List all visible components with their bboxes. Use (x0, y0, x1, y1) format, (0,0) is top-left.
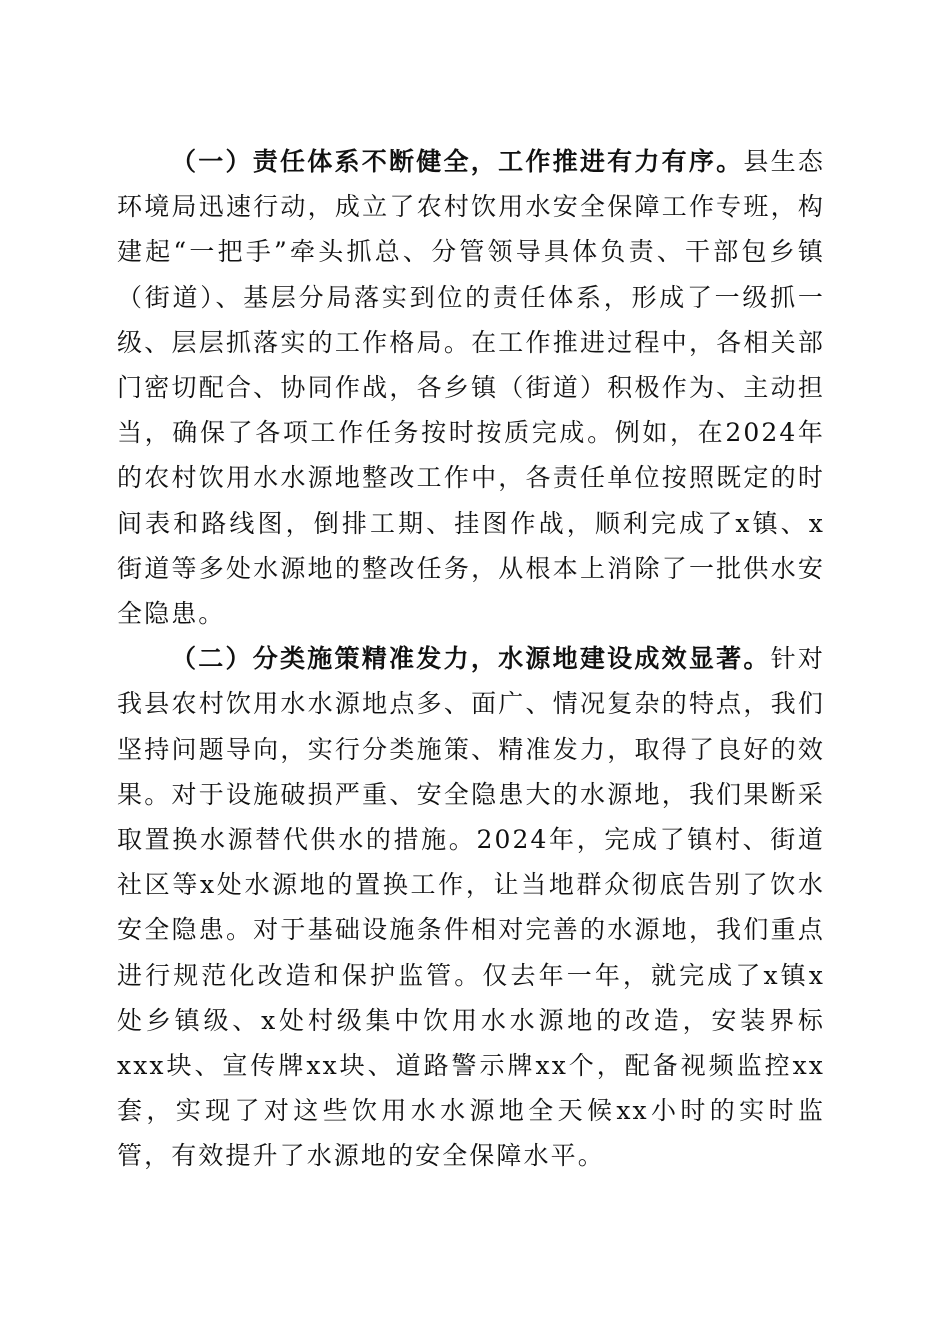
paragraph-text: 县生态环境局迅速行动，成立了农村饮用水安全保障工作专班，构建起“一把手”牵头抓总、分管领导具体负责、干部包乡镇（街道）、基层分局落实到位的责任体系，形成了一级抓一级、层层抓落实的工作格局。在工作推进过程中，各相关部门密切配合、协同作战，各乡镇（街道）积极作为、主动担当，确保了各项工作任务按时按质完成。例如，在2024年的农村饮用水水源地整改工作中，各责任单位按照既定的时间表和路线图，倒排工期、挂图作战，顺利完成了x镇、x街道等多处水源地的整改任务，从根本上消除了一批供水安全隐患。 (117, 147, 825, 629)
paragraph-text: 针对我县农村饮用水水源地点多、面广、情况复杂的特点，我们坚持问题导向，实行分类施策、精准发力，取得了良好的效果。对于设施破损严重、安全隐患大的水源地，我们果断采取置换水源替代供水的措施。2024年，完成了镇村、街道社区等x处水源地的置换工作，让当地群众彻底告别了饮水安全隐患。对于基础设施条件相对完善的水源地，我们重点进行规范化改造和保护监管。仅去年一年，就完成了x镇x处乡镇级、x处村级集中饮用水水源地的改造，安装界标xxx块、宣传牌xx块、道路警示牌xx个，配备视频监控xx套，实现了对这些饮用水水源地全天候xx小时的实时监管，有效提升了水源地的安全保障水平。 (117, 644, 825, 1171)
document-body (117, 139, 825, 1179)
paragraph-water-source-construction (117, 636, 825, 1178)
paragraph-responsibility-system (117, 139, 825, 636)
paragraph-heading: （一）责任体系不断健全，工作推进有力有序。 (171, 147, 744, 176)
paragraph-heading: （二）分类施策精准发力，水源地建设成效显著。 (171, 644, 771, 674)
